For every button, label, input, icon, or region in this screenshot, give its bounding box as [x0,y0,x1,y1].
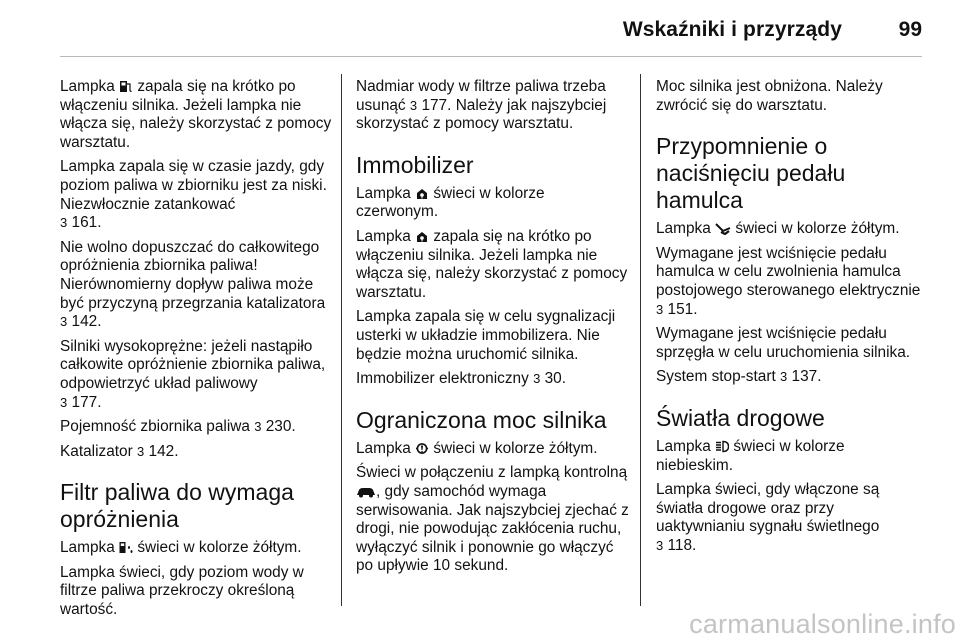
paragraph: System stop-start 3 137. [656,368,822,386]
column-divider [640,74,641,606]
column-2 [356,78,629,582]
reference-arrow: 3 [656,537,664,553]
paragraph: Lampka świeci w kolorze niebieskim. [656,437,845,474]
high-beam-icon [715,440,729,453]
column-3 [656,78,924,562]
reference-arrow: 3 [60,215,68,231]
paragraph: Nadmiar wody w filtrze paliwa trzeba usunąć 3 177. Należy jak najszybciej skorzystać z pomocy warsztatu. [356,78,607,133]
reference-arrow: 3 [60,314,68,330]
paragraph: Moc silnika jest obniżona. Należy zwrócić się do warsztatu. [656,78,883,114]
paragraph: Katalizator 3 142. [60,442,179,460]
paragraph: Lampka świeci, gdy włączone są światła drogowe oraz przy uaktywnianiu sygnału świetlnego 3 118. [656,481,880,554]
paragraph: Wymagane jest wciśnięcie pedału hamulca w celu zwolnienia hamulca postojowego sterowanego elektrycznie 3 151. [656,244,921,318]
section-heading: Immobilizer [356,151,474,178]
paragraph: Świeci w połączeniu z lampką kontrolną , gdy samochód wymaga serwisowania. Jak najszybciej zjechać z drogi, nie powodując zakłócenia ruchu, wyłączyć silnik i ponownie go włączyć po upływie 10 sekund. [356,464,629,575]
paragraph: Nie wolno dopuszczać do całkowitego opróżnienia zbiornika paliwa! Nierównomierny dopływ paliwa może być przyczyną przegrzania katalizatora 3 142. [60,238,326,331]
column-1 [60,78,333,626]
section-heading: Ograniczona moc silnika [356,406,607,433]
reference-arrow: 3 [254,419,262,435]
immobilizer-key-icon [415,230,429,243]
paragraph: Lampka świeci w kolorze żółtym. [60,539,302,557]
paragraph: Wymagane jest wciśnięcie pedału sprzęgła w celu uruchomienia silnika. [656,325,911,361]
fuel-pump-icon [119,80,133,93]
watermark: carmanualsonline.info [689,609,956,639]
paragraph: Immobilizer elektroniczny 3 30. [356,370,566,388]
reference-arrow: 3 [137,443,145,459]
section-heading: Filtr paliwa do wymaga opróżnienia [60,479,294,533]
reference-arrow: 3 [780,369,788,385]
header-divider [60,56,922,57]
paragraph: Lampka zapala się na krótko po włączeniu silnika. Jeżeli lampka nie włącza się, należy skorzystać z pomocy warsztatu. [356,227,628,301]
paragraph: Lampka świeci w kolorze żółtym. [656,220,900,238]
page-header [0,0,960,60]
paragraph: Lampka świeci w kolorze żółtym. [356,439,598,457]
paragraph: Silniki wysokoprężne: jeżeli nastąpiło całkowite opróżnienie zbiornika paliwa, odpowietrzyć układ paliwowy 3 177. [60,337,326,411]
column-divider [341,74,342,606]
reference-arrow: 3 [656,301,664,317]
paragraph: Lampka zapala się w celu sygnalizacji usterki w układzie immobilizera. Nie będzie można uruchomić silnika. [356,308,616,363]
paragraph: Pojemność zbiornika paliwa 3 230. [60,418,296,436]
paragraph: Lampka świeci, gdy poziom wody w filtrze paliwa przekroczy określoną wartość. [60,563,304,619]
section-heading: Przypomnienie o naciśnięciu pedału hamulca [656,133,846,214]
paragraph: Lampka świeci w kolorze czerwonym. [356,184,545,221]
wrench-car-icon [356,485,376,498]
reference-arrow: 3 [533,371,541,387]
immobilizer-key-icon [415,187,429,200]
brake-pedal-icon [715,222,731,235]
water-in-fuel-icon [119,541,133,554]
engine-power-icon [415,442,429,455]
reference-arrow: 3 [60,394,68,410]
paragraph: Lampka zapala się w czasie jazdy, gdy poziom paliwa w zbiorniku jest za niski. Niezwłocznie zatankować 3 161. [60,158,327,232]
section-heading: Światła drogowe [656,404,825,431]
paragraph: Lampka zapala się na krótko po włączeniu silnika. Jeżeli lampka nie włącza się, należy skorzystać z pomocy warsztatu. [60,78,332,151]
section-title: Wskaźniki i przyrządy [622,18,842,41]
reference-arrow: 3 [409,97,418,113]
page-number: 99 [898,18,922,41]
